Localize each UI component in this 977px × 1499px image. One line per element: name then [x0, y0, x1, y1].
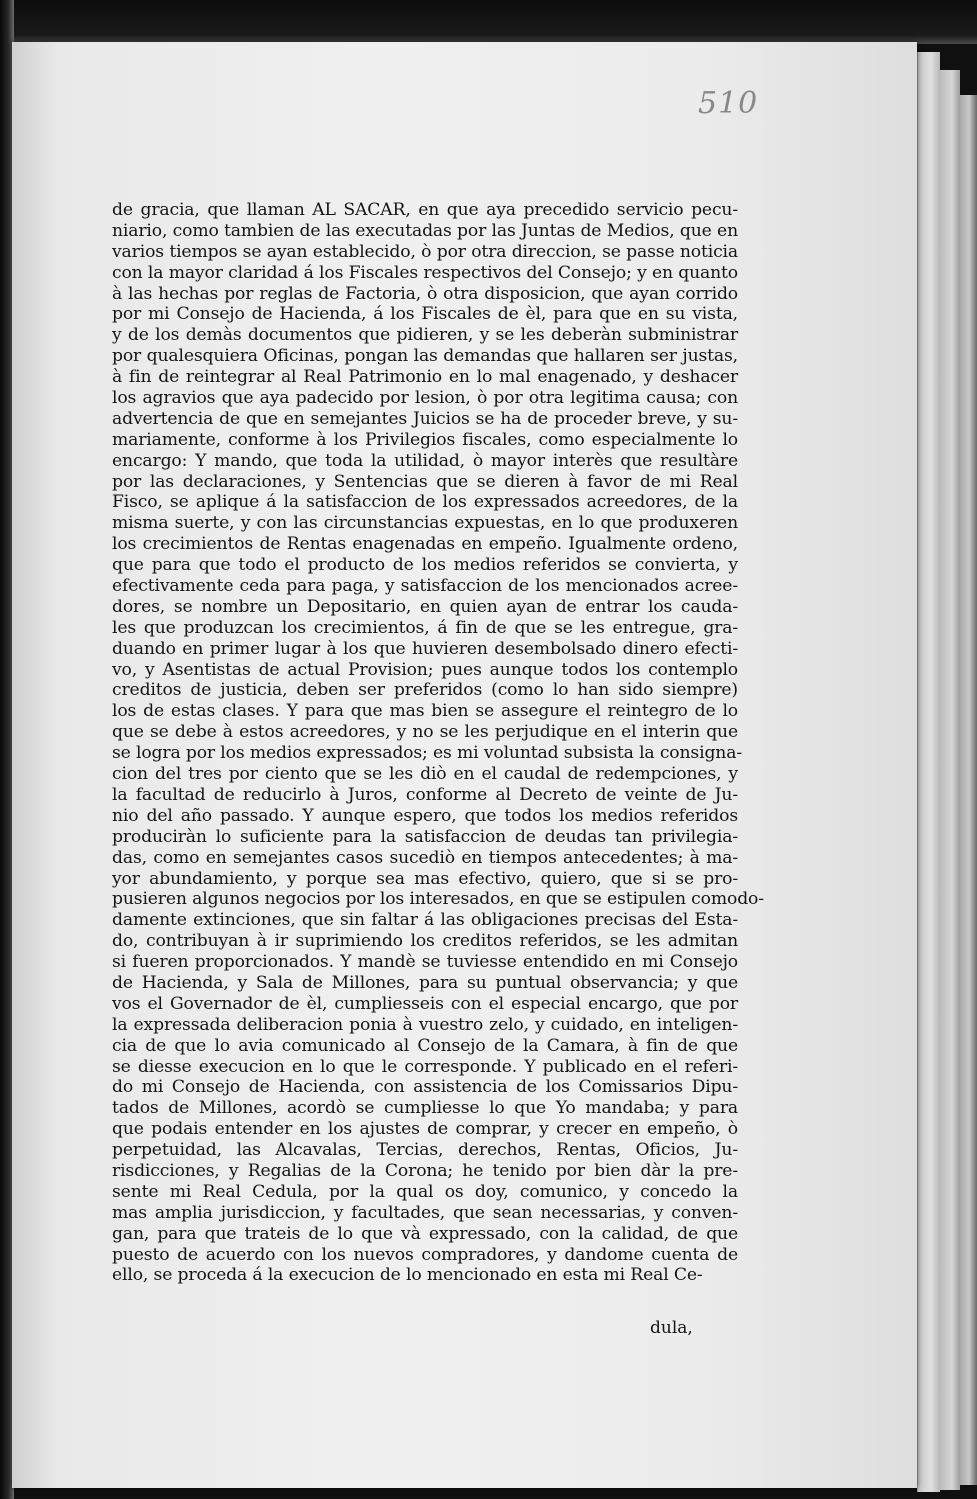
text-line: creditos de justicia, deben ser preferidos (como lo han sido siempre)	[112, 680, 738, 701]
text-line: misma suerte, y con las circunstancias expuestas, en lo que produxeren	[112, 513, 738, 534]
text-line: das, como en semejantes casos sucediò en tiempos antecedentes; à ma-	[112, 847, 738, 868]
text-line: por las declaraciones, y Sentencias que se dieren à favor de mi Real	[112, 471, 738, 492]
text-line: dores, se nombre un Depositario, en quien ayan de entrar los cauda-	[112, 596, 738, 617]
text-line: de Hacienda, y Sala de Millones, para su puntual observancia; y que	[112, 972, 738, 993]
text-line: risdicciones, y Regalias de la Corona; he tenido por bien dàr la pre-	[112, 1160, 738, 1181]
text-line: efectivamente ceda para paga, y satisfaccion de los mencionados acree-	[112, 576, 738, 597]
text-line: si fueren proporcionados. Y mandè se tuviesse entendido en mi Consejo	[112, 952, 738, 973]
text-line: por mi Consejo de Hacienda, á los Fiscales de èl, para que en su vista,	[112, 304, 738, 325]
text-line: que se debe à estos acreedores, y no se les perjudique en el interin que	[112, 722, 738, 743]
text-line: vos el Governador de èl, cumpliesseis con el especial encargo, que por	[112, 993, 738, 1014]
text-line: que para que todo el producto de los medios referidos se convierta, y	[112, 555, 738, 576]
text-line: y de los demàs documentos que pidieren, y se les deberàn subministrar	[112, 325, 738, 346]
text-line: encargo: Y mando, que toda la utilidad, ò mayor interès que resultàre	[112, 450, 738, 471]
text-line: se diesse execucion en lo que le corresponde. Y publicado en el referi-	[112, 1056, 738, 1077]
folio-number: 510	[698, 86, 759, 121]
text-line: damente extinciones, que sin faltar á las obligaciones precisas del Esta-	[112, 910, 738, 931]
text-line: do, contribuyan à ir suprimiendo los creditos referidos, se les admitan	[112, 931, 738, 952]
text-line: de gracia, que llaman AL SACAR, en que aya precedido servicio pecu-	[112, 200, 738, 220]
text-line: mas amplia jurisdiccion, y facultades, que sean necessarias, y conven-	[112, 1202, 738, 1223]
text-line: gan, para que trateis de lo que và expressado, con la calidad, de que	[112, 1223, 738, 1244]
text-line: cia de que lo avia comunicado al Consejo de la Camara, à fin de que	[112, 1035, 738, 1056]
text-line: por qualesquiera Oficinas, pongan las demandas que hallaren ser justas,	[112, 346, 738, 367]
text-line: les que produzcan los crecimientos, á fin de que se les entregue, gra-	[112, 617, 738, 638]
text-line: mariamente, conforme à los Privilegios fiscales, como especialmente lo	[112, 429, 738, 450]
text-line: yor abundamiento, y porque sea mas efectivo, quiero, que si se pro-	[112, 868, 738, 889]
page-edge-outer	[959, 95, 977, 1485]
text-line: produciràn lo suficiente para la satisfaccion de deudas tan privilegia-	[112, 826, 738, 847]
text-line: los agravios que aya padecido por lesion, ò por otra legitima causa; con	[112, 388, 738, 409]
text-line: niario, como tambien de las executadas por las Juntas de Medios, que en	[112, 220, 738, 241]
text-line: la expressada deliberacion ponia à vuestro zelo, y cuidado, en inteligen-	[112, 1014, 738, 1035]
text-line: vo, y Asentistas de actual Provision; pues aunque todos los contemplo	[112, 659, 738, 680]
text-line: puesto de acuerdo con los nuevos compradores, y dandome cuenta de	[112, 1244, 738, 1265]
text-line: à las hechas por reglas de Factoria, ò otra disposicion, que ayan corrido	[112, 283, 738, 304]
text-line: duando en primer lugar à los que huvieren desembolsado dinero efecti-	[112, 638, 738, 659]
body-text	[112, 200, 764, 1286]
text-line: con la mayor claridad á los Fiscales respectivos del Consejo; y en quanto	[112, 262, 738, 283]
text-line: Fisco, se aplique á la satisfaccion de los expressados acreedores, de la	[112, 492, 738, 513]
text-line: tados de Millones, acordò se cumpliesse lo que Yo mandaba; y para	[112, 1098, 738, 1119]
text-line: ello, se proceda á la execucion de lo mencionado en esta mi Real Ce-	[112, 1265, 703, 1286]
top-dark-strip	[12, 0, 977, 44]
text-line: se logra por los medios expressados; es mi voluntad subsista la consigna-	[112, 743, 742, 764]
text-line: perpetuidad, las Alcavalas, Tercias, derechos, Rentas, Oficios, Ju-	[112, 1140, 738, 1161]
text-line: varios tiempos se ayan establecido, ò por otra direccion, se passe noticia	[112, 241, 738, 262]
text-line: advertencia de que en semejantes Juicios se ha de proceder breve, y su-	[112, 408, 738, 429]
text-line: nio del año passado. Y aunque espero, que todos los medios referidos	[112, 805, 738, 826]
text-line: los crecimientos de Rentas enagenadas en empeño. Igualmente ordeno,	[112, 534, 738, 555]
text-line: sente mi Real Cedula, por la qual os doy, comunico, y concedo la	[112, 1181, 738, 1202]
text-line: la facultad de reducirlo à Juros, conforme al Decreto de veinte de Ju-	[112, 784, 738, 805]
text-line: do mi Consejo de Hacienda, con assistencia de los Comissarios Dipu-	[112, 1077, 738, 1098]
text-line: que podais entender en los ajustes de comprar, y crecer en empeño, ò	[112, 1119, 738, 1140]
page-edge-inner	[917, 52, 940, 1492]
page-edge-middle	[939, 70, 960, 1490]
catchword: dula,	[650, 1318, 693, 1338]
text-line: los de estas clases. Y para que mas bien se assegure el reintegro de lo	[112, 701, 738, 722]
text-line: à fin de reintegrar al Real Patrimonio en lo mal enagenado, y deshacer	[112, 367, 738, 388]
text-line: pusieren algunos negocios por los interesados, en que se estipulen comodo-	[112, 889, 764, 910]
text-line: cion del tres por ciento que se les diò en el caudal de redempciones, y	[112, 764, 738, 785]
